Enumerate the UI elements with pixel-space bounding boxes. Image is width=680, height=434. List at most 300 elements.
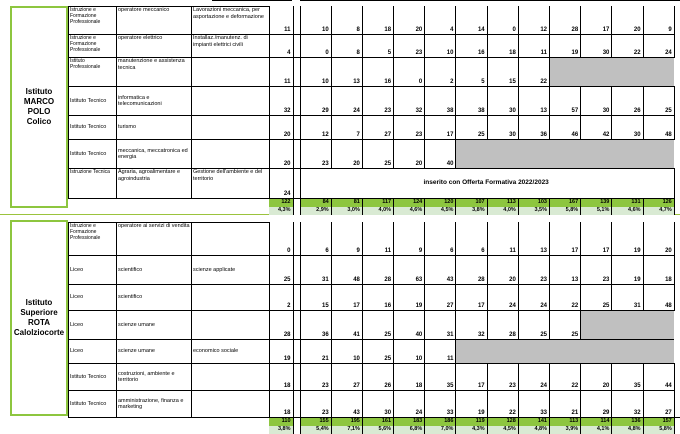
percent-year-cell: 4,3% bbox=[456, 426, 487, 434]
year-value-cell: 9 bbox=[643, 6, 674, 34]
year-value-cell: 35 bbox=[612, 363, 643, 390]
inactive-year-cell bbox=[581, 310, 612, 339]
year-value-cell: 11 bbox=[362, 222, 393, 255]
course-row bbox=[69, 169, 270, 199]
numbers-row bbox=[269, 363, 674, 390]
total-year-cell: 119 bbox=[456, 417, 487, 426]
numbers-row bbox=[269, 310, 674, 339]
offer-note: inserito con Offerta Formativa 2022/2023 bbox=[300, 168, 674, 198]
percent-current-cell: 4,3% bbox=[269, 207, 293, 215]
total-year-cell: 139 bbox=[581, 198, 612, 207]
current-value-cell: 0 bbox=[269, 222, 293, 255]
year-value-cell: 30 bbox=[362, 390, 393, 417]
year-value-cell: 6 bbox=[456, 222, 487, 255]
school-type-cell: Liceo bbox=[69, 285, 117, 311]
numbers-row bbox=[269, 57, 674, 86]
spacer-cell bbox=[293, 115, 300, 139]
year-value-cell: 33 bbox=[518, 390, 549, 417]
year-value-cell: 16 bbox=[362, 284, 393, 310]
year-value-cell: 40 bbox=[394, 310, 425, 339]
school-name-box bbox=[10, 6, 68, 208]
year-value-cell: 22 bbox=[550, 284, 581, 310]
school-type-cell: Istituto Tecnico bbox=[69, 116, 117, 140]
course-name-cell: operatore elettrico bbox=[117, 35, 192, 58]
current-value-cell: 18 bbox=[269, 363, 293, 390]
inactive-year-cell bbox=[612, 139, 643, 168]
year-value-cell: 6 bbox=[300, 222, 331, 255]
total-year-cell: 128 bbox=[487, 417, 518, 426]
numbers-row bbox=[269, 255, 674, 284]
year-value-cell: 16 bbox=[456, 34, 487, 57]
percent-year-cell: 3,5% bbox=[518, 207, 549, 215]
spacer-cell bbox=[293, 168, 300, 198]
year-value-cell: 18 bbox=[394, 363, 425, 390]
spacer-cell bbox=[293, 417, 300, 426]
numbers-row bbox=[269, 284, 674, 310]
year-value-cell: 10 bbox=[394, 339, 425, 363]
percent-year-cell: 7,1% bbox=[331, 426, 362, 434]
inactive-year-cell bbox=[581, 139, 612, 168]
year-value-cell: 30 bbox=[487, 115, 518, 139]
year-value-cell: 23 bbox=[300, 363, 331, 390]
year-value-cell: 24 bbox=[487, 284, 518, 310]
total-year-cell: 186 bbox=[425, 417, 456, 426]
enrolment-numbers-table bbox=[269, 222, 675, 434]
year-value-cell: 9 bbox=[331, 222, 362, 255]
spacer-cell bbox=[293, 255, 300, 284]
numbers-row bbox=[269, 222, 674, 255]
spacer-cell bbox=[293, 139, 300, 168]
spacer-cell bbox=[293, 207, 300, 215]
school-type-cell: Istituto Professionale bbox=[69, 58, 117, 87]
spacer-cell bbox=[293, 310, 300, 339]
year-value-cell: 13 bbox=[518, 86, 549, 115]
specialization-cell: Lavorazioni meccanica, per asportazione e deformazione bbox=[192, 7, 270, 35]
year-value-cell: 24 bbox=[643, 34, 674, 57]
year-value-cell: 25 bbox=[550, 310, 581, 339]
year-value-cell: 12 bbox=[300, 115, 331, 139]
current-value-cell: 20 bbox=[269, 115, 293, 139]
total-year-cell: 155 bbox=[300, 417, 331, 426]
year-value-cell: 36 bbox=[518, 115, 549, 139]
year-value-cell: 16 bbox=[362, 57, 393, 86]
total-year-cell: 136 bbox=[612, 417, 643, 426]
year-value-cell: 23 bbox=[487, 363, 518, 390]
year-value-cell: 13 bbox=[550, 255, 581, 284]
year-value-cell: 17 bbox=[331, 284, 362, 310]
course-row bbox=[69, 35, 270, 58]
course-row bbox=[69, 116, 270, 140]
year-value-cell: 11 bbox=[518, 34, 549, 57]
percent-year-cell: 4,1% bbox=[581, 426, 612, 434]
percent-year-cell: 4,5% bbox=[425, 207, 456, 215]
course-name-cell: meccanica, meccatronica ed energia bbox=[117, 140, 192, 169]
course-name-cell: Agraria, agroalimentare e agroindustria bbox=[117, 169, 192, 199]
course-row bbox=[69, 58, 270, 87]
inactive-year-cell bbox=[581, 339, 612, 363]
year-value-cell: 20 bbox=[612, 6, 643, 34]
year-value-cell: 22 bbox=[487, 390, 518, 417]
year-value-cell: 15 bbox=[487, 57, 518, 86]
year-value-cell: 18 bbox=[643, 255, 674, 284]
percent-year-cell: 5,1% bbox=[581, 207, 612, 215]
school-type-cell: Istituto Tecnico bbox=[69, 391, 117, 418]
specialization-cell bbox=[192, 391, 270, 418]
percent-year-cell: 5,4% bbox=[300, 426, 331, 434]
spacer-cell bbox=[293, 34, 300, 57]
total-year-cell: 117 bbox=[362, 198, 393, 207]
year-value-cell: 27 bbox=[643, 390, 674, 417]
specialization-cell bbox=[192, 116, 270, 140]
school-type-cell: Liceo bbox=[69, 340, 117, 364]
year-value-cell: 19 bbox=[394, 284, 425, 310]
total-year-cell: 113 bbox=[487, 198, 518, 207]
numbers-row bbox=[269, 339, 674, 363]
year-value-cell: 32 bbox=[456, 310, 487, 339]
inactive-year-cell bbox=[643, 339, 674, 363]
year-value-cell: 38 bbox=[456, 86, 487, 115]
spacer-cell bbox=[293, 86, 300, 115]
year-value-cell: 25 bbox=[518, 310, 549, 339]
specialization-cell bbox=[192, 311, 270, 340]
course-name-cell: amministrazione, finanza e marketing bbox=[117, 391, 192, 418]
year-value-cell: 11 bbox=[487, 222, 518, 255]
enrolment-numbers-table bbox=[269, 6, 675, 215]
year-value-cell: 31 bbox=[612, 284, 643, 310]
inactive-year-cell bbox=[487, 139, 518, 168]
year-value-cell: 31 bbox=[425, 310, 456, 339]
year-value-cell: 20 bbox=[643, 222, 674, 255]
year-value-cell: 7 bbox=[331, 115, 362, 139]
year-value-cell: 32 bbox=[612, 390, 643, 417]
total-year-cell: 113 bbox=[550, 417, 581, 426]
percent-year-cell: 4,6% bbox=[394, 207, 425, 215]
course-name-cell: manutenzione e assistenza tecnica bbox=[117, 58, 192, 87]
total-year-cell: 157 bbox=[643, 417, 674, 426]
percent-year-cell: 3,8% bbox=[456, 207, 487, 215]
school-type-cell: Istituto Tecnico bbox=[69, 140, 117, 169]
inactive-year-cell bbox=[518, 339, 549, 363]
specialization-cell bbox=[192, 285, 270, 311]
year-value-cell: 31 bbox=[300, 255, 331, 284]
course-name-cell: turismo bbox=[117, 116, 192, 140]
spacer-cell bbox=[293, 426, 300, 434]
year-value-cell: 10 bbox=[300, 57, 331, 86]
year-value-cell: 13 bbox=[518, 222, 549, 255]
specialization-cell bbox=[192, 58, 270, 87]
numbers-row bbox=[269, 86, 674, 115]
year-value-cell: 6 bbox=[425, 222, 456, 255]
total-year-cell: 195 bbox=[331, 417, 362, 426]
specialization-cell: Installaz./manutenz. di impianti elettrici civili bbox=[192, 35, 270, 58]
numbers-row bbox=[269, 34, 674, 57]
year-value-cell: 8 bbox=[331, 34, 362, 57]
year-value-cell: 10 bbox=[331, 339, 362, 363]
year-value-cell: 4 bbox=[425, 6, 456, 34]
year-value-cell: 25 bbox=[362, 310, 393, 339]
year-value-cell: 24 bbox=[518, 363, 549, 390]
course-row bbox=[69, 364, 270, 391]
total-year-cell: 131 bbox=[612, 198, 643, 207]
year-value-cell: 23 bbox=[581, 255, 612, 284]
percent-year-cell: 4,0% bbox=[487, 207, 518, 215]
year-value-cell: 22 bbox=[518, 57, 549, 86]
school-type-cell: Liceo bbox=[69, 311, 117, 340]
specialization-cell bbox=[192, 87, 270, 116]
year-value-cell: 41 bbox=[331, 310, 362, 339]
course-row bbox=[69, 285, 270, 311]
inactive-year-cell bbox=[550, 139, 581, 168]
school-type-cell: Istruzione e Formazione Professionale bbox=[69, 223, 117, 256]
percent-year-cell: 5,8% bbox=[643, 426, 674, 434]
inactive-year-cell bbox=[456, 139, 487, 168]
year-value-cell: 24 bbox=[394, 390, 425, 417]
current-value-cell: 32 bbox=[269, 86, 293, 115]
year-value-cell: 33 bbox=[425, 390, 456, 417]
percent-year-cell: 4,8% bbox=[518, 426, 549, 434]
year-value-cell: 48 bbox=[643, 115, 674, 139]
numbers-row bbox=[269, 115, 674, 139]
year-value-cell: 23 bbox=[394, 115, 425, 139]
total-year-cell: 81 bbox=[331, 198, 362, 207]
year-value-cell: 20 bbox=[581, 363, 612, 390]
spacer-cell bbox=[293, 363, 300, 390]
spacer-cell bbox=[293, 198, 300, 207]
course-row bbox=[69, 87, 270, 116]
inactive-year-cell bbox=[581, 57, 612, 86]
school-type-cell: Istituto Tecnico bbox=[69, 364, 117, 391]
course-row bbox=[69, 140, 270, 169]
year-value-cell: 23 bbox=[300, 390, 331, 417]
year-value-cell: 15 bbox=[300, 284, 331, 310]
year-value-cell: 48 bbox=[643, 284, 674, 310]
total-current-cell: 110 bbox=[269, 417, 293, 426]
year-value-cell: 28 bbox=[550, 6, 581, 34]
course-row bbox=[69, 7, 270, 35]
year-value-cell: 0 bbox=[487, 6, 518, 34]
percent-year-cell: 4,8% bbox=[612, 426, 643, 434]
year-value-cell: 20 bbox=[487, 255, 518, 284]
total-year-cell: 120 bbox=[425, 198, 456, 207]
year-value-cell: 48 bbox=[331, 255, 362, 284]
year-value-cell: 46 bbox=[550, 115, 581, 139]
year-value-cell: 30 bbox=[487, 86, 518, 115]
year-value-cell: 8 bbox=[331, 6, 362, 34]
year-value-cell: 23 bbox=[518, 255, 549, 284]
percent-year-cell: 5,6% bbox=[362, 426, 393, 434]
percent-row bbox=[269, 207, 674, 215]
year-value-cell: 17 bbox=[425, 115, 456, 139]
specialization-cell: Gestione dell'ambiente e del territorio bbox=[192, 169, 270, 199]
year-value-cell: 12 bbox=[518, 6, 549, 34]
numbers-row bbox=[269, 6, 674, 34]
year-value-cell: 38 bbox=[425, 86, 456, 115]
specialization-cell: scienze applicate bbox=[192, 256, 270, 285]
total-current-cell: 122 bbox=[269, 198, 293, 207]
year-value-cell: 22 bbox=[550, 363, 581, 390]
year-value-cell: 23 bbox=[394, 34, 425, 57]
percent-year-cell: 7,0% bbox=[425, 426, 456, 434]
year-value-cell: 9 bbox=[394, 222, 425, 255]
course-row bbox=[69, 311, 270, 340]
course-name-cell: scienze umane bbox=[117, 340, 192, 364]
year-value-cell: 28 bbox=[487, 310, 518, 339]
school-type-cell: Istruzione e Formazione Professionale bbox=[69, 35, 117, 58]
percent-year-cell: 4,6% bbox=[612, 207, 643, 215]
percent-year-cell: 2,9% bbox=[300, 207, 331, 215]
year-value-cell: 18 bbox=[487, 34, 518, 57]
spacer-cell bbox=[293, 222, 300, 255]
percent-year-cell: 4,0% bbox=[362, 207, 393, 215]
percent-year-cell: 4,5% bbox=[487, 426, 518, 434]
school-type-cell: Istituto Tecnico bbox=[69, 87, 117, 116]
year-value-cell: 19 bbox=[612, 222, 643, 255]
year-value-cell: 43 bbox=[331, 390, 362, 417]
total-year-cell: 167 bbox=[550, 198, 581, 207]
year-value-cell: 10 bbox=[425, 34, 456, 57]
spacer-cell bbox=[293, 284, 300, 310]
school-name-box bbox=[10, 220, 68, 416]
year-value-cell: 14 bbox=[456, 6, 487, 34]
year-value-cell: 19 bbox=[550, 34, 581, 57]
year-value-cell: 17 bbox=[581, 222, 612, 255]
year-value-cell: 63 bbox=[394, 255, 425, 284]
course-name-cell: scientifico bbox=[117, 285, 192, 311]
total-year-cell: 126 bbox=[643, 198, 674, 207]
year-value-cell: 24 bbox=[331, 86, 362, 115]
year-value-cell: 25 bbox=[456, 115, 487, 139]
total-year-cell: 124 bbox=[394, 198, 425, 207]
percent-year-cell: 4,7% bbox=[643, 207, 674, 215]
top-border bbox=[212, 0, 292, 3]
year-value-cell: 19 bbox=[456, 390, 487, 417]
year-value-cell: 29 bbox=[300, 86, 331, 115]
current-value-cell: 18 bbox=[269, 390, 293, 417]
year-value-cell: 17 bbox=[456, 284, 487, 310]
inactive-year-cell bbox=[518, 139, 549, 168]
numbers-row bbox=[269, 139, 674, 168]
inactive-year-cell bbox=[456, 339, 487, 363]
year-value-cell: 22 bbox=[612, 34, 643, 57]
percent-year-cell: 3,0% bbox=[331, 207, 362, 215]
current-value-cell: 11 bbox=[269, 57, 293, 86]
inactive-year-cell bbox=[487, 339, 518, 363]
current-value-cell: 19 bbox=[269, 339, 293, 363]
year-value-cell: 20 bbox=[394, 139, 425, 168]
year-value-cell: 19 bbox=[612, 255, 643, 284]
course-name-cell: scienze umane bbox=[117, 311, 192, 340]
total-year-cell: 107 bbox=[456, 198, 487, 207]
year-value-cell: 0 bbox=[394, 57, 425, 86]
year-value-cell: 17 bbox=[581, 6, 612, 34]
year-value-cell: 28 bbox=[362, 255, 393, 284]
year-value-cell: 20 bbox=[394, 6, 425, 34]
year-value-cell: 21 bbox=[300, 339, 331, 363]
year-value-cell: 28 bbox=[456, 255, 487, 284]
total-year-cell: 114 bbox=[581, 417, 612, 426]
school-type-cell: Liceo bbox=[69, 256, 117, 285]
current-value-cell: 2 bbox=[269, 284, 293, 310]
spacer-cell bbox=[293, 6, 300, 34]
year-value-cell: 32 bbox=[394, 86, 425, 115]
year-value-cell: 43 bbox=[425, 255, 456, 284]
course-row bbox=[69, 391, 270, 418]
year-value-cell: 10 bbox=[300, 6, 331, 34]
inactive-year-cell bbox=[643, 139, 674, 168]
total-year-cell: 84 bbox=[300, 198, 331, 207]
year-value-cell: 5 bbox=[456, 57, 487, 86]
total-row bbox=[269, 417, 674, 426]
specialization-cell bbox=[192, 364, 270, 391]
year-value-cell: 40 bbox=[425, 139, 456, 168]
year-value-cell: 30 bbox=[581, 34, 612, 57]
spacer-cell bbox=[293, 57, 300, 86]
course-row bbox=[69, 256, 270, 285]
course-description-table bbox=[68, 222, 270, 418]
year-value-cell: 26 bbox=[362, 363, 393, 390]
numbers-row bbox=[269, 168, 674, 198]
year-value-cell: 2 bbox=[425, 57, 456, 86]
year-value-cell: 25 bbox=[581, 284, 612, 310]
year-value-cell: 57 bbox=[550, 86, 581, 115]
school-name: Istituto MARCO POLO Colico bbox=[23, 87, 55, 126]
percent-year-cell: 3,9% bbox=[550, 426, 581, 434]
total-year-cell: 183 bbox=[394, 417, 425, 426]
course-name-cell: informatica e telecomunicazioni bbox=[117, 87, 192, 116]
numbers-row bbox=[269, 390, 674, 417]
year-value-cell: 44 bbox=[643, 363, 674, 390]
total-year-cell: 103 bbox=[518, 198, 549, 207]
year-value-cell: 23 bbox=[362, 86, 393, 115]
percent-year-cell: 6,8% bbox=[394, 426, 425, 434]
year-value-cell: 11 bbox=[425, 339, 456, 363]
year-value-cell: 36 bbox=[300, 310, 331, 339]
total-year-cell: 161 bbox=[362, 417, 393, 426]
year-value-cell: 25 bbox=[362, 339, 393, 363]
inactive-year-cell bbox=[550, 339, 581, 363]
spacer-cell bbox=[293, 339, 300, 363]
percent-row bbox=[269, 426, 674, 434]
course-name-cell: operatore meccanico bbox=[117, 7, 192, 35]
course-name-cell: scientifico bbox=[117, 256, 192, 285]
inactive-year-cell bbox=[643, 310, 674, 339]
course-name-cell: costruzioni, ambiente e territorio bbox=[117, 364, 192, 391]
percent-year-cell: 5,8% bbox=[550, 207, 581, 215]
year-value-cell: 17 bbox=[550, 222, 581, 255]
school-type-cell: Istruzione Tecnica bbox=[69, 169, 117, 199]
current-value-cell: 4 bbox=[269, 34, 293, 57]
course-row bbox=[69, 340, 270, 364]
top-border bbox=[300, 0, 680, 3]
current-value-cell: 24 bbox=[269, 168, 293, 198]
course-name-cell: operatore ai servizi di vendita bbox=[117, 223, 192, 256]
specialization-cell bbox=[192, 223, 270, 256]
inactive-year-cell bbox=[550, 57, 581, 86]
year-value-cell: 24 bbox=[518, 284, 549, 310]
year-value-cell: 21 bbox=[550, 390, 581, 417]
specialization-cell bbox=[192, 140, 270, 169]
school-type-cell: Istruzione e Formazione Professionale bbox=[69, 7, 117, 35]
year-value-cell: 29 bbox=[581, 390, 612, 417]
year-value-cell: 5 bbox=[362, 34, 393, 57]
current-value-cell: 25 bbox=[269, 255, 293, 284]
year-value-cell: 30 bbox=[581, 86, 612, 115]
year-value-cell: 20 bbox=[331, 139, 362, 168]
course-description-table bbox=[68, 6, 270, 199]
year-value-cell: 25 bbox=[362, 139, 393, 168]
year-value-cell: 35 bbox=[425, 363, 456, 390]
year-value-cell: 18 bbox=[362, 6, 393, 34]
